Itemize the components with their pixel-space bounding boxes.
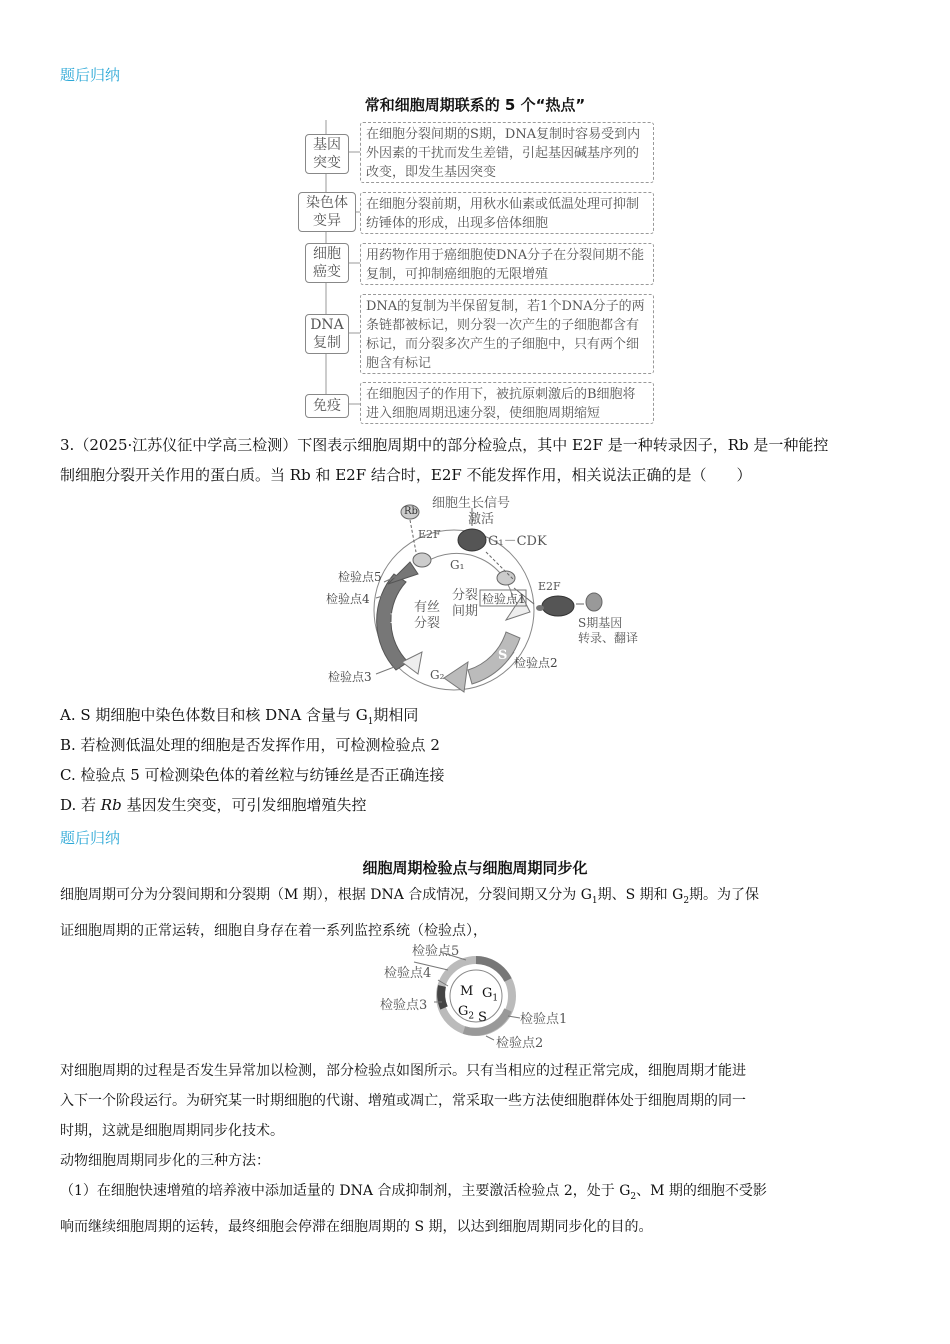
option-d-text: D. 若 [60,796,101,814]
label-g1-cdk: G₁－CDK [488,534,547,549]
label-mitosis [414,600,440,632]
option-a[interactable] [60,704,418,727]
cell-cycle-checkpoint-figure [318,492,648,698]
ring-checkpoint-1: 检验点1 [520,1012,568,1027]
stem-line-1: 下图表示细胞周期中的部分检验点，其中 E2F 是一种转录因子，Rb 是一种能控 [297,436,829,454]
paragraph-1 [60,880,890,946]
interphase-line: 分裂 [452,588,479,603]
ring-checkpoint-3: 检验点3 [380,998,428,1013]
hotspot-text: 用药物作用于癌细胞使DNA分子在分裂间期不能复制，可抑制癌细胞的无限增殖 [360,243,654,285]
ring-label-m: M [460,984,474,999]
ring-checkpoint-2: 检验点2 [496,1036,544,1051]
ring-checkpoint-4: 检验点4 [384,966,432,981]
p1-text: 细胞周期可分为分裂间期和分裂期（M 期），根据 DNA 合成情况，分裂间期又分为 G [60,887,592,903]
section-title: 常和细胞周期联系的 5 个“热点” [364,96,586,114]
option-b[interactable]: B. 若检测低温处理的细胞是否发挥作用，可检测检验点 2 [60,736,440,754]
label-activate: 激活 [468,512,495,527]
ring-g1: G [482,986,493,1001]
label-g1: G₁ [450,558,465,572]
ring-checkpoint-5: 检验点5 [412,944,460,959]
p4-text: 、M 期的细胞不受影 [636,1183,767,1199]
p1-text: 期、S 期和 G [597,887,684,903]
hotspot-text: DNA的复制为半保留复制，若1个DNA分子的两条链都被标记，则分裂一次产生的子细胞都含有标记，而分裂多次产生的子细胞中，只有两个细胞含有标记 [360,294,654,374]
ring-label-g1 [482,986,498,1004]
p4-text: （1）在细胞快速增殖的培养液中添加适量的 DNA 合成抑制剂，主要激活检验点 2，处于 G [60,1183,631,1199]
label-line: 复制 [313,335,341,351]
label-immunity [305,394,349,418]
label-interphase [452,588,478,620]
mitosis-line: 分裂 [414,616,441,631]
label-m: M [390,612,405,627]
option-d-gene: Rb [100,796,122,814]
p2-line-1: 对细胞周期的过程是否发生异常加以检测，部分检验点如图所示。只有当相应的过程正常完成，细胞周期才能进 [60,1063,746,1079]
checkpoint-ring-figure [378,940,578,1052]
label-line: 基因 [313,137,341,153]
p1-sub: 2 [683,895,690,906]
label-rb: Rb [404,506,418,517]
label-e2f-2: E2F [538,580,561,593]
label-s: S [498,648,508,663]
mitosis-line: 有丝 [414,600,441,615]
label-dna-replication [305,314,349,354]
p3-line: 动物细胞周期同步化的三种方法： [60,1153,270,1169]
hotspot-text: 在细胞分裂间期的S期，DNA复制时容易受到内外因素的干扰而发生差错，引起基因碱基序列的改变，即发生基因突变 [360,122,654,183]
p2-line-3: 时期，这就是细胞周期同步化技术。 [60,1123,284,1139]
label-checkpoint-3: 检验点3 [328,670,372,684]
p1-text: 期。为了保 [689,887,760,903]
option-c[interactable]: C. 检验点 5 可检测染色体的着丝粒与纺锤丝是否正确连接 [60,766,445,784]
question-number: 3. [60,436,75,454]
label-checkpoint-2: 检验点2 [514,656,558,670]
hotspot-diagram [296,120,660,426]
ring-g2-sub: 2 [468,1011,475,1022]
label-checkpoint-1: 检验点1 [482,592,526,606]
label-line: 染色体 [306,195,348,211]
option-d[interactable] [60,794,366,815]
label-line: 癌变 [313,264,341,280]
label-checkpoint-5: 检验点5 [338,570,382,584]
label-e2f: E2F [418,528,441,541]
option-a-sub: 1 [367,717,374,727]
label-line: 突变 [313,155,341,171]
paragraph-2 [60,1056,890,1242]
p1-line-2: 证细胞周期的正常运转，细胞自身存在着一系列监控系统（检验点）， [60,922,487,939]
label-gene-mutation [305,134,349,174]
p4-sub: 2 [630,1191,637,1202]
question-source: （2025·江苏仪征中学高三检测） [74,436,298,454]
label-growth-signal: 细胞生长信号 [432,496,511,511]
question-stem [60,430,900,490]
option-a-text: A. S 期细胞中染色体数目和核 DNA 含量与 G [60,706,368,724]
p2-line-2: 入下一个阶段运行。为研究某一时期细胞的代谢、增殖或凋亡，常采取一些方法使细胞群体处于细胞周期的同一 [60,1093,746,1109]
sgene-line: S期基因 [578,616,623,630]
option-a-text-end: 期相同 [373,706,419,724]
ring-g2: G [458,1004,469,1019]
label-s-genes [578,616,638,646]
ring-label-s: S [478,1010,487,1025]
label-line: 免疫 [313,398,341,414]
label-line: 变异 [313,213,341,229]
label-cell-cancer [305,243,349,283]
interphase-line: 间期 [452,604,479,619]
summary-tag: 题后归纳 [60,66,121,84]
stem-line-2: 制细胞分裂开关作用的蛋白质。当 Rb 和 E2F 结合时，E2F 不能发挥作用，相关说法正确的是（ ） [60,466,752,484]
label-chromosome-variation [298,192,356,232]
summary-tag-2: 题后归纳 [60,829,121,847]
section-title-2: 细胞周期检验点与细胞周期同步化 [362,859,588,877]
sgene-line: 转录、翻译 [578,631,639,645]
ring-g1-sub: 1 [492,993,499,1004]
p4-line-2: 响而继续细胞周期的运转，最终细胞会停滞在细胞周期的 S 期，以达到细胞周期同步化的目的。 [60,1218,653,1235]
label-line: 细胞 [313,246,341,262]
hotspot-text: 在细胞因子的作用下，被抗原刺激后的B细胞将进入细胞周期迅速分裂，使细胞周期缩短 [360,382,654,424]
label-line: DNA [310,317,344,333]
p1-sub: 1 [591,895,598,906]
ring-label-g2 [458,1004,474,1022]
option-d-text-end: 基因发生突变，可引发细胞增殖失控 [121,796,367,814]
label-checkpoint-4: 检验点4 [326,592,370,606]
hotspot-text: 在细胞分裂前期，用秋水仙素或低温处理可抑制纺锤体的形成，出现多倍体细胞 [360,192,654,234]
label-g2: G₂ [430,668,445,682]
